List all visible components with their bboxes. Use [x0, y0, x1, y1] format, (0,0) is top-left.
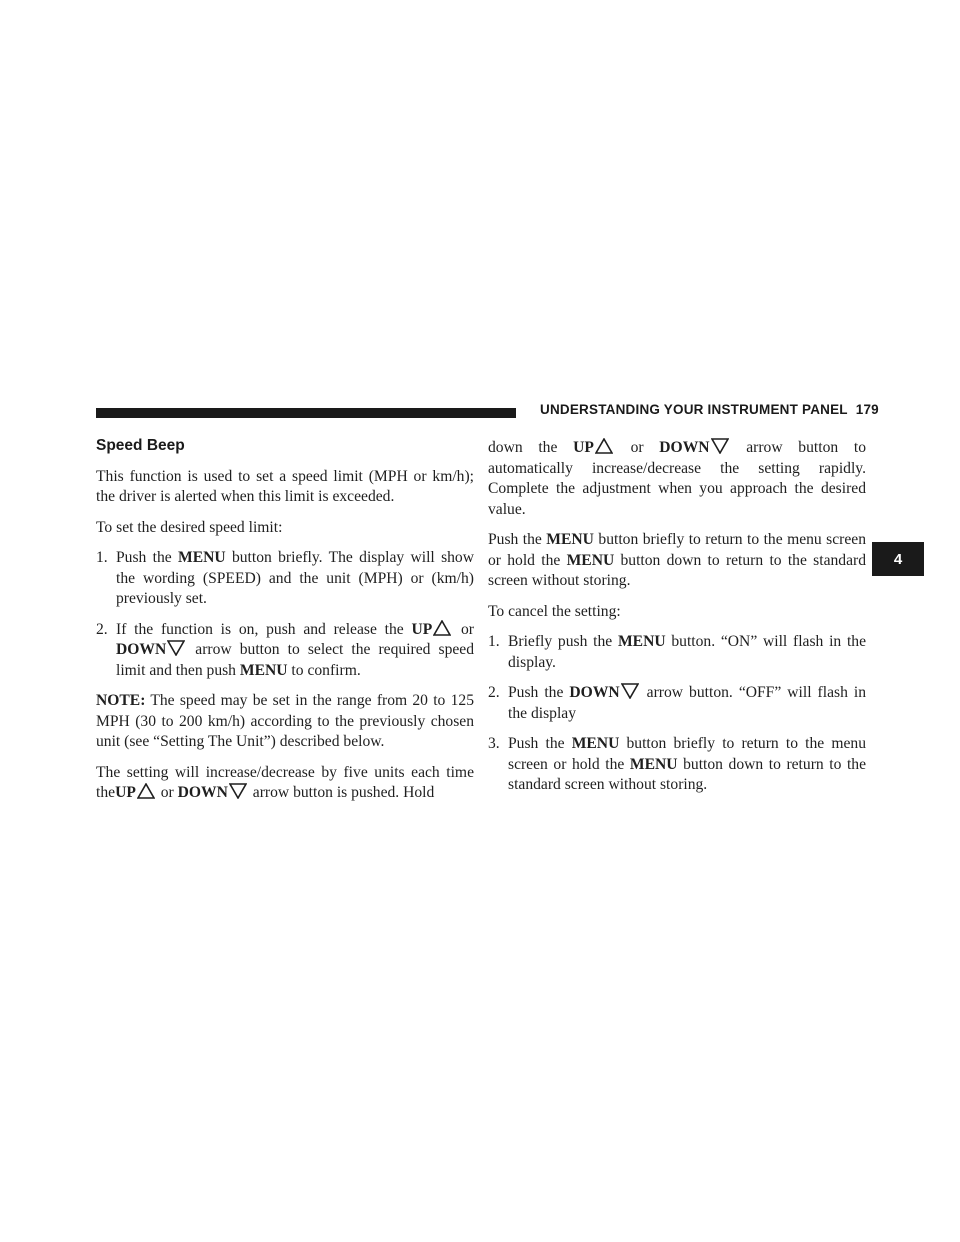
menu-keyword: MENU — [178, 549, 226, 566]
text: or — [156, 784, 178, 801]
menu-keyword: MENU — [629, 755, 678, 773]
text: arrow button. “OFF” will flash in the display — [508, 684, 867, 722]
step-number: 1. — [488, 633, 500, 650]
text: Push the — [116, 549, 178, 566]
text: button down to return to the standard screen without storing. — [508, 755, 866, 793]
menu-keyword: MENU — [617, 633, 666, 650]
right-column — [488, 438, 866, 806]
note-paragraph — [96, 691, 474, 753]
cancel-step-3 — [488, 734, 866, 796]
cancel-label: To cancel the setting: — [488, 602, 621, 620]
down-arrow-icon — [621, 683, 639, 699]
menu-keyword: MENU — [239, 661, 288, 679]
text: or — [453, 620, 475, 638]
up-keyword: UP — [411, 620, 433, 638]
text: button briefly to return to the menu screen or hold the — [508, 735, 866, 773]
section-heading: Speed Beep — [96, 437, 185, 454]
text: arrow button is pushed. Hold — [248, 784, 435, 801]
page-number: 179 — [855, 402, 879, 417]
up-keyword: UP — [573, 439, 594, 456]
down-arrow-icon — [229, 783, 247, 799]
continuation-paragraph — [488, 438, 866, 520]
text: Push the — [488, 531, 547, 548]
down-keyword: DOWN — [116, 641, 167, 658]
intro-paragraph: This function is used to set a speed limit (MPH or km/h); the driver is alerted when this limit is exceeded. — [96, 467, 474, 505]
text: The setting will increase/decrease by five units each time the — [96, 763, 474, 801]
setting-paragraph — [96, 763, 474, 804]
step-number: 1. — [96, 549, 108, 566]
up-arrow-icon — [595, 438, 613, 454]
text: arrow button to automatically increase/decrease the setting rapidly. Complete the adjustment when you approach the desired value. — [488, 439, 866, 518]
step-1 — [96, 548, 474, 610]
text: Push the — [508, 735, 572, 752]
section-title: UNDERSTANDING YOUR INSTRUMENT PANEL — [540, 402, 848, 417]
down-arrow-icon — [167, 640, 185, 656]
text: button down to return to the standard screen without storing. — [488, 551, 866, 589]
left-column — [96, 436, 474, 814]
up-arrow-icon — [137, 783, 155, 799]
down-keyword: DOWN — [569, 684, 620, 701]
push-menu-paragraph — [488, 530, 866, 592]
text: to confirm. — [287, 661, 361, 679]
set-label: To set the desired speed limit: — [96, 518, 283, 536]
menu-keyword: MENU — [571, 735, 620, 752]
note-label: NOTE: — [96, 692, 146, 709]
down-keyword: DOWN — [177, 784, 228, 801]
cancel-step-2 — [488, 683, 866, 724]
running-header — [540, 402, 879, 417]
text: If the function is on, push and release the — [116, 620, 412, 638]
down-keyword: DOWN — [659, 439, 710, 456]
menu-keyword: MENU — [566, 551, 615, 569]
text: The speed may be set in the range from 20 to 125 MPH (30 to 200 km/h) according to the previously chosen unit (see “Setting The Unit”) described below. — [96, 692, 474, 750]
up-keyword: UP — [115, 784, 136, 801]
text: button. “ON” will flash in the display. — [508, 633, 867, 671]
step-2 — [96, 620, 474, 682]
text: down the — [488, 439, 574, 456]
cancel-step-1 — [488, 632, 866, 673]
header-rule — [96, 408, 516, 418]
text: Push the — [508, 684, 570, 701]
text: arrow button to select the required speed limit and then push — [116, 641, 474, 679]
down-arrow-icon — [711, 438, 729, 454]
menu-keyword: MENU — [546, 531, 594, 548]
text: or — [614, 439, 660, 456]
text: button briefly. The display will show the wording (SPEED) and the unit (MPH) or (km/h) previously set. — [116, 549, 474, 607]
chapter-tab: 4 — [872, 542, 924, 576]
text: Briefly push the — [508, 633, 618, 650]
step-number: 2. — [96, 620, 108, 638]
step-number: 3. — [488, 735, 500, 752]
step-number: 2. — [488, 684, 500, 701]
text: button briefly to return to the menu screen or hold the — [488, 531, 866, 569]
up-arrow-icon — [433, 620, 451, 636]
